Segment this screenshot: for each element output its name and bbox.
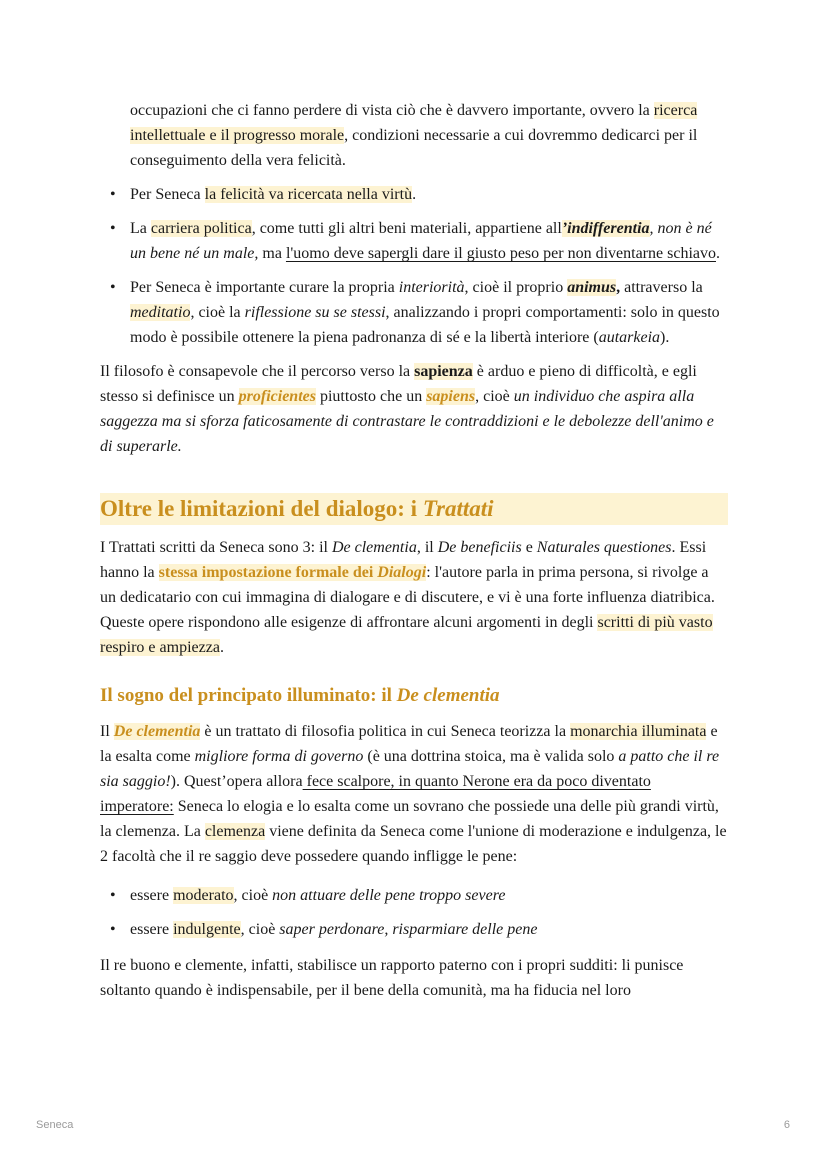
highlight: indulgente [173,921,241,938]
underlined-text: fece scalpore, in quanto Nerone era da poco diventato imperatore: [100,773,651,815]
list-item: • Per Seneca la felicità va ricercata nella virtù. [130,182,728,207]
footer-title: Seneca [36,1119,74,1131]
highlight: De clementia [113,723,201,740]
highlight: scritti di più vasto respiro e ampiezza [100,614,713,656]
list-item: • Per Seneca è importante curare la propria interiorità, cioè il proprio animus, attraverso la meditatio, cioè la riflessione su se stessi, analizzando i propri comportamenti: solo in questo modo è possibile ottenere la piena padronanza di sé e la libertà interiore (autarkeia). [130,275,728,350]
section-heading: Oltre le limitazioni del dialogo: i Trattati [100,493,728,525]
subsection-heading: Il sogno del principato illuminato: il De clementia [100,685,500,706]
paragraph: Il re buono e clemente, infatti, stabilisce un rapporto paterno con i propri sudditi: li punisce soltanto quando è indispensabile, per il bene della comunità, ma ha fiducia nel loro [100,957,684,999]
paragraph: I Trattati scritti da Seneca sono 3: il De clementia, il De beneficiis e Naturales questiones. Essi hanno la stessa impostazione formale dei Dialogi: l'autore parla in prima persona, si rivolge a un dedicatario con cui immagina di dialogare e di discutere, e vi è una forte influenza diatribica. Queste opere rispondono alle esigenze di affrontare alcuni argomenti in degli scritti di più vasto respiro e ampiezza. [100,539,715,656]
highlight: la felicità va ricercata nella virtù [204,186,413,203]
list-item: • essere moderato, cioè non attuare delle pene troppo severe [130,883,728,908]
highlight: animus [567,279,617,296]
continued-bullet-text: occupazioni che ci fanno perdere di vista ciò che è davvero importante, ovvero la ricerca intellettuale e il progresso morale, condizioni necessarie a cui dovremmo dedicarci per il conseguimento della vera felicità. [130,102,698,169]
highlight: clemenza [204,823,266,840]
highlight: monarchia illuminata [570,723,707,740]
paragraph: Il filosofo è consapevole che il percorso verso la sapienza è arduo e pieno di difficoltà, e egli stesso si definisce un proficientes piuttosto che un sapiens, cioè un individuo che aspira alla saggezza ma si sforza faticosamente di contrastare le contraddizioni e le debolezze dell'animo e di superarle. [100,363,714,455]
highlight: ricerca intellettuale e il progresso morale [130,102,698,144]
underlined-text: l'uomo deve sapergli dare il giusto peso per non diventarne schiavo [285,245,716,262]
page-body [100,98,728,1003]
paragraph: Il De clementia è un trattato di filosofia politica in cui Seneca teorizza la monarchia illuminata e la esalta come migliore forma di governo (è una dottrina stoica, ma è valida solo a patto che il re sia saggio!). Quest’opera allora fece scalpore, in quanto Nerone era da poco diventato imperatore: Seneca lo elogia e lo esalta come un sovrano che possiede una delle più grandi virtù, la clemenza. La clemenza viene definita da Seneca come l'unione di moderazione e indulgenza, le 2 facoltà che il re saggio deve possedere quando infligge le pene: [100,723,727,865]
highlight: stessa impostazione formale dei Dialogi [158,564,427,581]
bullet-list [100,883,728,942]
highlight: moderato [173,887,234,904]
highlight: proficientes [238,388,316,405]
highlight: carriera politica [150,220,252,237]
highlight: ’indifferentia [561,220,650,237]
highlight: sapiens [426,388,476,405]
page-number: 6 [783,1119,790,1131]
bullet-list [100,182,728,350]
list-item: • essere indulgente, cioè saper perdonare, risparmiare delle pene [130,917,728,942]
list-item: • La carriera politica, come tutti gli altri beni materiali, appartiene all’indifferentia, non è né un bene né un male, ma l'uomo deve sapergli dare il giusto peso per non diventarne schiavo. [130,216,728,266]
highlight: meditatio [130,304,191,321]
highlight: sapienza [414,363,473,380]
